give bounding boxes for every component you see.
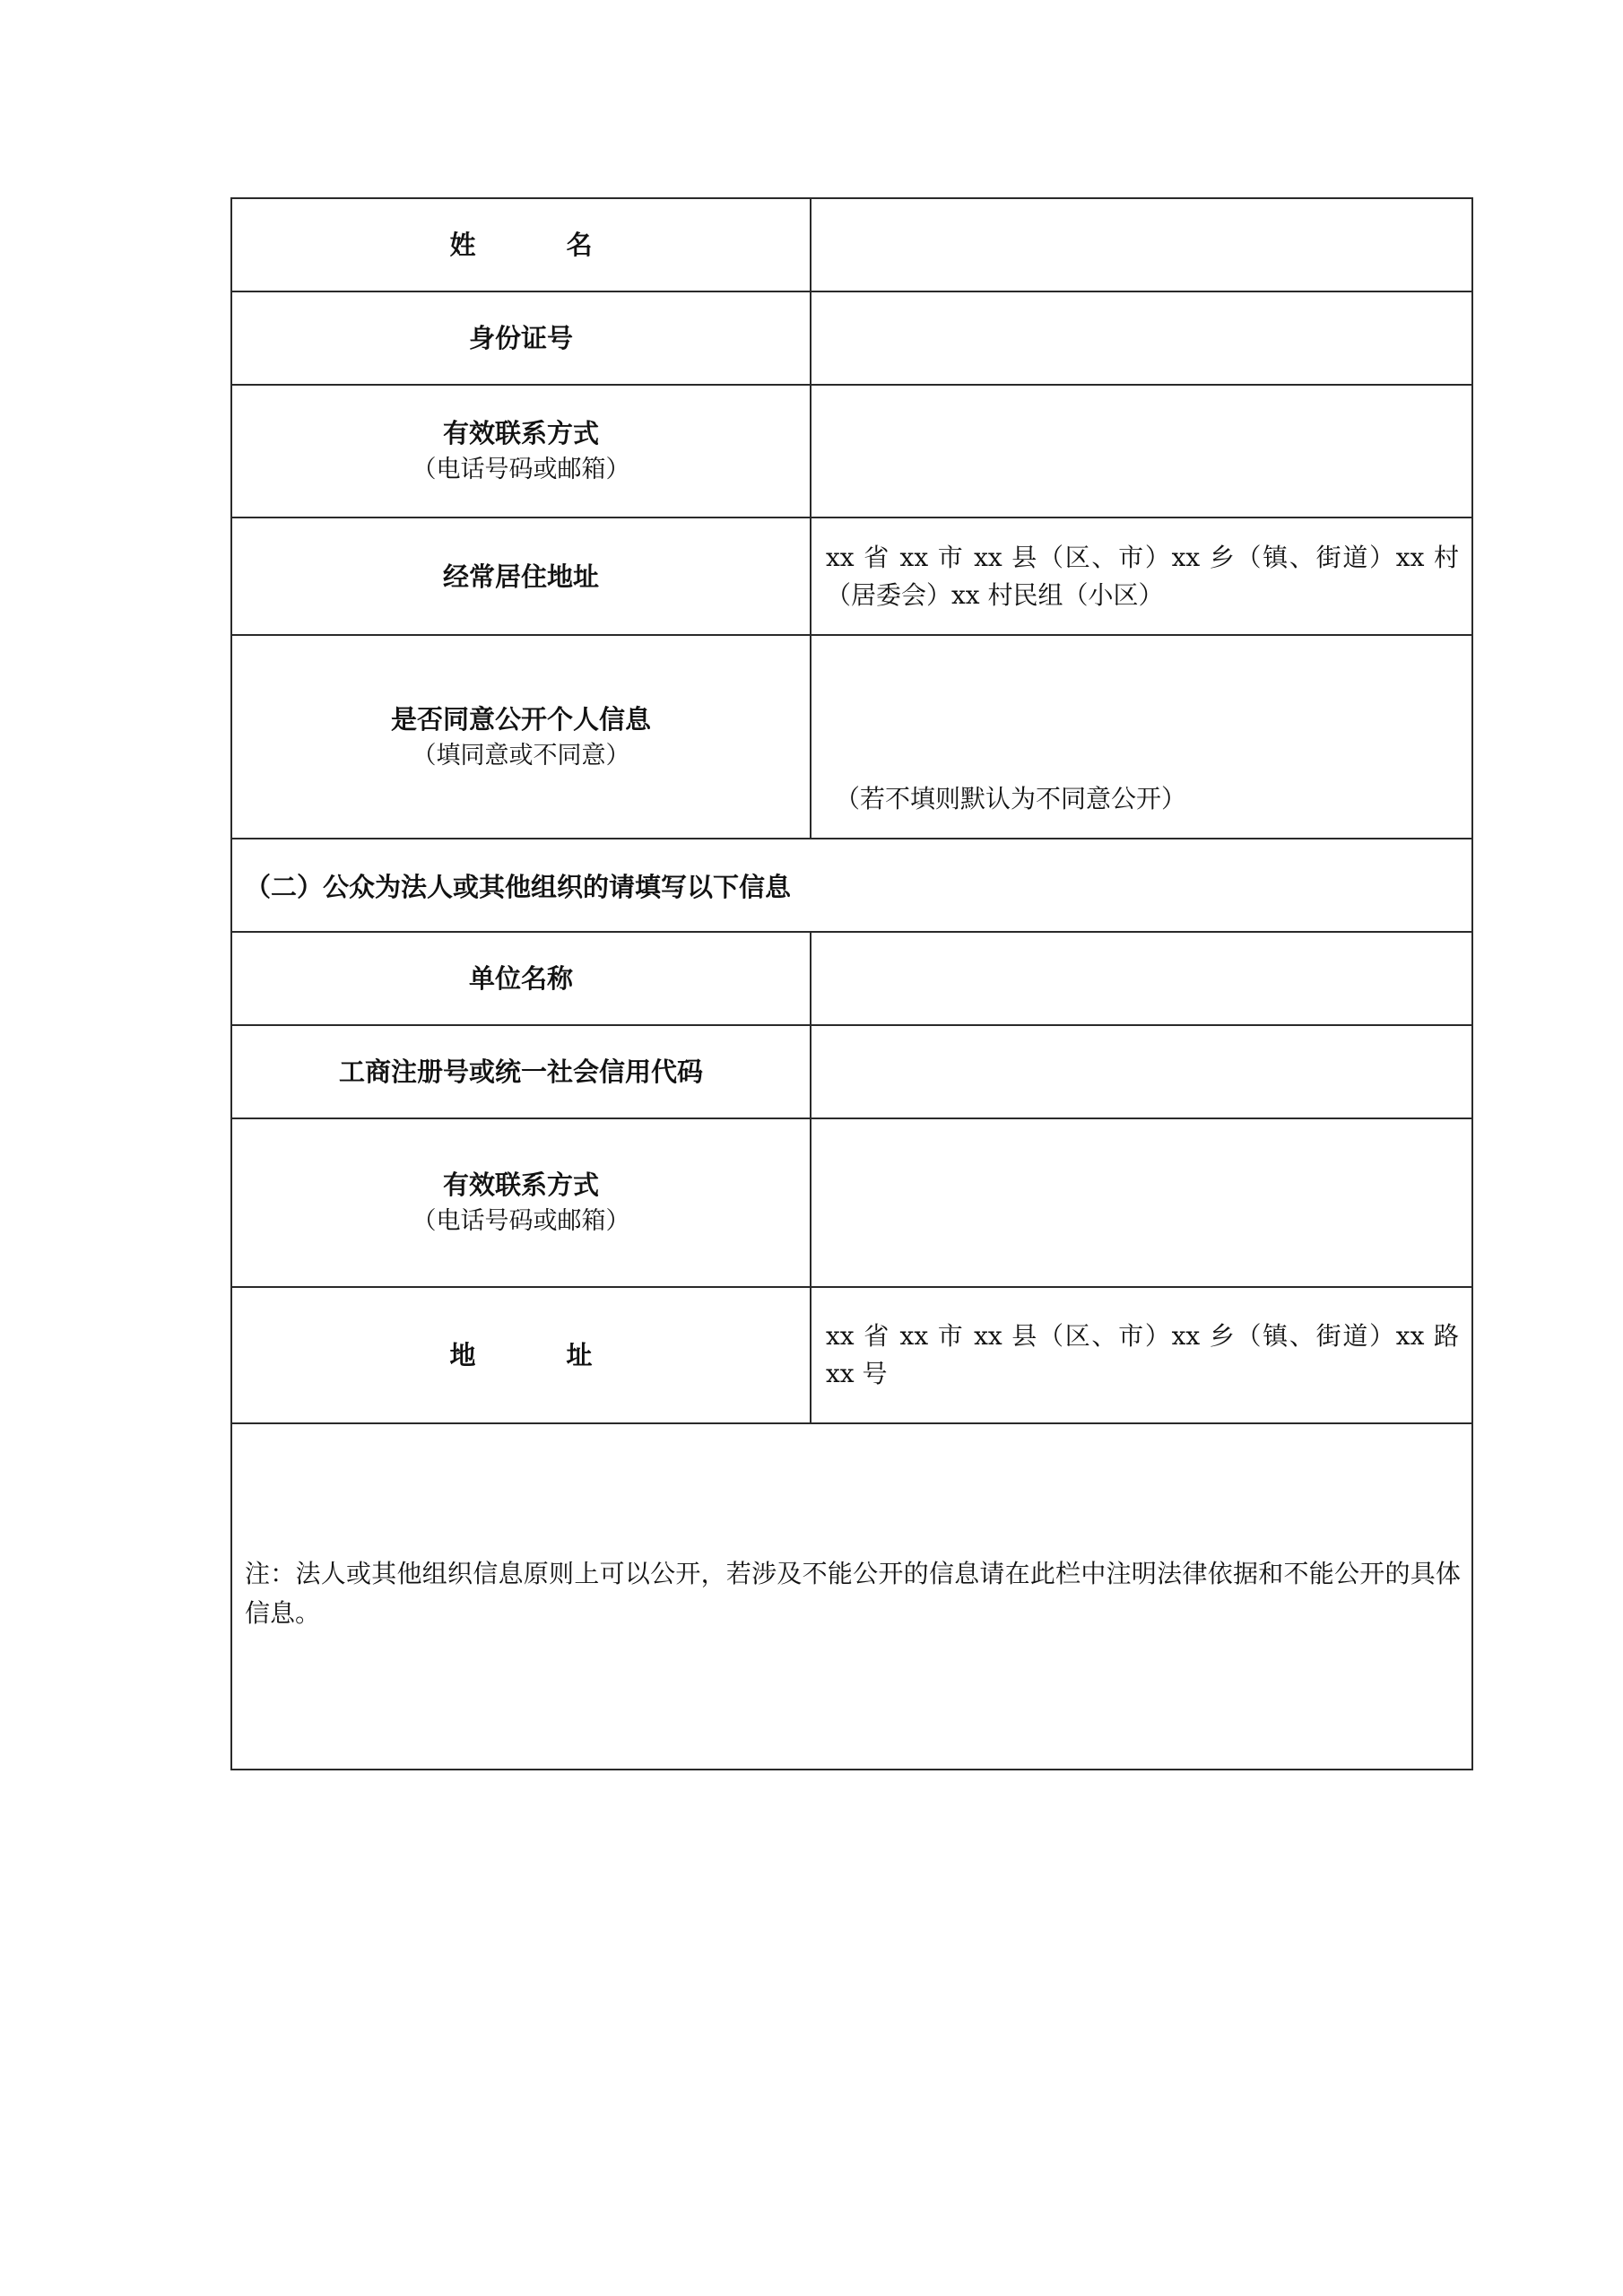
row-section2-heading — [231, 839, 1472, 932]
residence-value: xx 省 xx 市 xx 县（区、市）xx 乡（镇、街道）xx 村（居委会）xx 村民组（小区） — [826, 542, 1459, 610]
org-code-label-cell — [231, 1025, 811, 1118]
section2-title: （二）公众为法人或其他组织的请填写以下信息 — [245, 871, 792, 902]
residence-value-cell[interactable] — [811, 517, 1472, 635]
org-name-label-cell — [231, 932, 811, 1025]
org-contact-sublabel: （电话号码或邮箱） — [412, 1207, 630, 1235]
org-contact-label-cell — [231, 1118, 811, 1287]
org-name-label: 单位名称 — [468, 963, 573, 994]
consent-input-cell[interactable] — [811, 635, 1472, 839]
personal-contact-label: 有效联系方式 — [442, 418, 599, 448]
row-residence — [231, 517, 1472, 635]
row-org-code — [231, 1025, 1472, 1118]
name-label: 姓 名 — [449, 230, 625, 260]
row-note — [231, 1423, 1472, 1770]
row-org-address — [231, 1287, 1472, 1423]
id-number-input-cell[interactable] — [811, 291, 1472, 385]
consent-label-cell — [231, 635, 811, 839]
id-label-cell — [231, 291, 811, 385]
note-text: 注：法人或其他组织信息原则上可以公开，若涉及不能公开的信息请在此栏中注明法律依据和不能公开的具体信息。 — [245, 1559, 1461, 1628]
org-address-value: xx 省 xx 市 xx 县（区、市）xx 乡（镇、街道）xx 路 xx 号 — [826, 1321, 1459, 1388]
residence-label-cell — [231, 517, 811, 635]
row-name — [231, 198, 1472, 291]
consent-label: 是否同意公开个人信息 — [390, 703, 651, 735]
consent-sublabel: （填同意或不同意） — [412, 741, 630, 770]
org-name-input-cell[interactable] — [811, 932, 1472, 1025]
consent-hint: （若不填则默认为不同意公开） — [835, 784, 1187, 813]
information-form-table — [230, 197, 1473, 1770]
row-consent — [231, 635, 1472, 839]
row-org-name — [231, 932, 1472, 1025]
note-cell[interactable] — [231, 1423, 1472, 1770]
personal-contact-label-cell — [231, 385, 811, 517]
org-contact-label: 有效联系方式 — [442, 1170, 599, 1200]
row-id-number — [231, 291, 1472, 385]
org-address-label: 地 址 — [449, 1340, 625, 1370]
residence-label: 经常居住地址 — [442, 561, 599, 592]
org-address-label-cell — [231, 1287, 811, 1423]
personal-contact-sublabel: （电话号码或邮箱） — [412, 456, 630, 483]
row-org-contact — [231, 1118, 1472, 1287]
name-label-cell — [231, 198, 811, 291]
id-number-label: 身份证号 — [468, 323, 573, 353]
row-personal-contact — [231, 385, 1472, 517]
personal-contact-input-cell[interactable] — [811, 385, 1472, 517]
org-address-value-cell[interactable] — [811, 1287, 1472, 1423]
org-contact-input-cell[interactable] — [811, 1118, 1472, 1287]
section2-heading-cell — [231, 839, 1472, 932]
name-input-cell[interactable] — [811, 198, 1472, 291]
org-code-label: 工商注册号或统一社会信用代码 — [338, 1057, 703, 1087]
org-code-input-cell[interactable] — [811, 1025, 1472, 1118]
